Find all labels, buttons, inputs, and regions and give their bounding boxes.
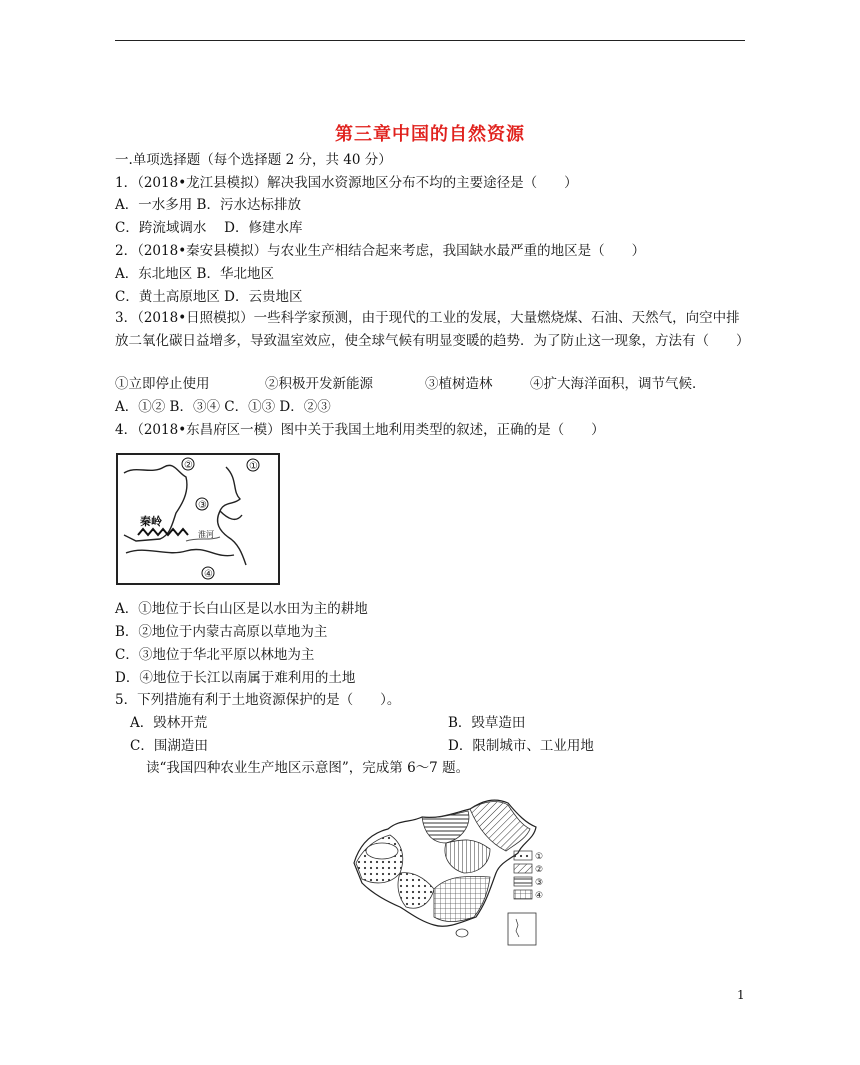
q1-stem: 1．（2018•龙江县模拟）解决我国水资源地区分布不均的主要途径是（ ） — [115, 175, 578, 191]
map-label-qinling: 秦岭 — [140, 515, 162, 528]
q1-options-row1: A．一水多用 B．污水达标排放 — [115, 197, 301, 213]
header-rule — [115, 40, 745, 41]
q3-item-3: ③植树造林 — [425, 376, 493, 392]
map-label-3: ③ — [198, 500, 207, 511]
q2-stem: 2．（2018•秦安县模拟）与农业生产相结合起来考虑，我国缺水最严重的地区是（ ） — [115, 243, 646, 259]
map-label-huaihe: 淮河 — [198, 530, 214, 539]
section-heading: 一.单项选择题（每个选择题 2 分，共 40 分） — [115, 152, 392, 168]
land-use-map-figure — [116, 453, 280, 585]
q5-option-d: D．限制城市、工业用地 — [448, 738, 594, 754]
q3-stem: 3．（2018•日照模拟）一些科学家预测，由于现代的工业的发展，大量燃烧煤、石油、天然气，向空中排放二氧化碳日益增多，导致温室效应，使全球气候有明显变暖的趋势．为了防止这一现象，方法有（ ） — [115, 310, 750, 349]
q4-option-d: D．④地位于长江以南属于难利用的土地 — [115, 670, 356, 686]
legend-label-3: ③ — [535, 878, 544, 888]
map-label-2: ② — [184, 460, 193, 471]
page-number: 1 — [737, 988, 745, 1002]
q2-options-row1: A．东北地区 B．华北地区 — [115, 266, 274, 282]
q4-stem: 4．（2018•东昌府区一模）图中关于我国土地利用类型的叙述，正确的是（ ） — [115, 422, 605, 438]
q3-item-4: ④扩大海洋面积，调节气候． — [530, 376, 706, 392]
q4-option-c: C．③地位于华北平原以林地为主 — [115, 647, 315, 663]
page-title: 第三章中国的自然资源 — [335, 124, 525, 145]
q4-option-a: A．①地位于长白山区是以水田为主的耕地 — [115, 601, 368, 617]
map-label-1: ① — [249, 461, 258, 472]
q2-options-row2: C．黄土高原地区 D．云贵地区 — [115, 289, 303, 305]
q1-options-row2: C．跨流域调水 D．修建水库 — [115, 220, 303, 236]
q6-7-intro: 读“我国四种农业生产地区示意图”，完成第 6～7 题。 — [146, 760, 470, 776]
q3-item-2: ②积极开发新能源 — [265, 376, 373, 392]
q3-options: A．①② B．③④ C．①③ D．②③ — [115, 399, 331, 415]
q5-option-b: B．毁草造田 — [448, 715, 526, 731]
map-label-4: ④ — [204, 569, 213, 580]
q4-option-b: B．②地位于内蒙古高原以草地为主 — [115, 624, 328, 640]
q5-option-a: A．毁林开荒 — [130, 715, 208, 731]
legend-label-1: ① — [535, 852, 544, 862]
q5-stem: 5．下列措施有利于土地资源保护的是（ ）。 — [115, 692, 401, 708]
legend-label-2: ② — [535, 865, 544, 875]
q3-item-1: ①立即停止使用 — [115, 376, 210, 392]
q5-option-c: C．围湖造田 — [130, 738, 208, 754]
legend-label-4: ④ — [535, 891, 544, 901]
agriculture-regions-map-figure — [350, 793, 550, 953]
